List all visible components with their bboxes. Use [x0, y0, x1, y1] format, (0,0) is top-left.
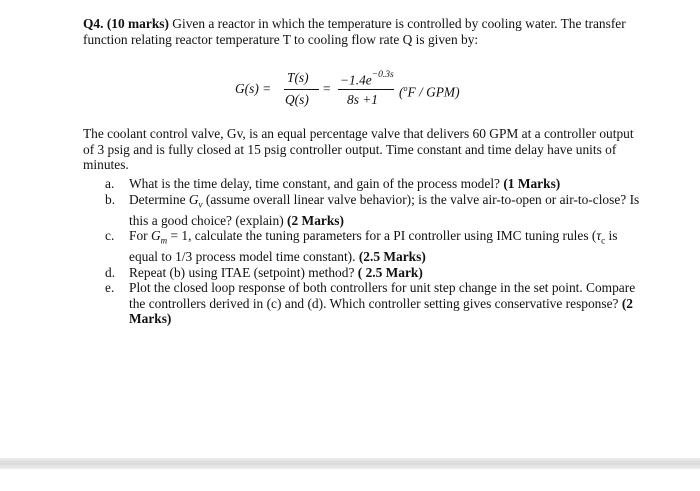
- eq-numerator-right: [340, 70, 394, 88]
- part-c-symbol-sub: m: [160, 235, 168, 246]
- eq-unit-degree: o: [403, 84, 408, 93]
- part-c-tau-sub: c: [601, 235, 606, 246]
- question-part-c: [105, 228, 645, 265]
- part-c-tau: τ: [596, 228, 602, 244]
- question-part-a: [105, 176, 645, 192]
- eq-equals: =: [323, 81, 331, 96]
- part-c-marks: (2.5 Marks): [358, 249, 426, 265]
- eq-fraction-bar-right: [338, 89, 394, 90]
- part-e-text: Plot the closed loop response of both controllers for unit step change in the set point. Compare the controllers derived in (c) and (d). Which controller setting gives conservative response?: [129, 280, 636, 311]
- eq-unit-open: (: [399, 84, 404, 100]
- eq-lhs: G(s) =: [235, 81, 272, 96]
- question-marks: (10 marks): [106, 16, 169, 31]
- eq-unit-rest: F / GPM): [407, 84, 460, 100]
- part-b-symbol-sub: v: [198, 199, 203, 210]
- eq-numerator-coefficient: −1.4e: [340, 72, 372, 88]
- part-a-label: a.: [105, 176, 115, 191]
- eq-fraction-bar-left: [284, 89, 319, 90]
- part-c-text-mid: = 1, calculate the tuning parameters for a PI controller using IMC tuning rules (: [167, 228, 597, 244]
- question-intro: [83, 16, 643, 47]
- part-e-marks: (2 Marks): [129, 295, 633, 327]
- question-part-d: [105, 265, 645, 281]
- question-part-b: [105, 192, 645, 229]
- intro-text: Given a reactor in which the temperature is controlled by cooling water. The transfer function relating reactor temperature T to cooling flow rate Q is given by:: [83, 16, 626, 47]
- eq-numerator-exponent: −0.3s: [371, 70, 394, 80]
- part-d-marks: ( 2.5 Mark): [357, 264, 423, 280]
- part-b-marks: (2 Marks): [287, 212, 344, 228]
- part-b-text-pre: Determine: [129, 191, 189, 207]
- eq-numerator-left: T(s): [287, 70, 309, 85]
- question-parts-list: [105, 176, 645, 327]
- eq-denominator-right: 8s +1: [347, 92, 378, 107]
- valve-description: The coolant control valve, Gv, is an equal percentage valve that delivers 60 GPM at a controller output of 3 psig and is fully closed at 15 psig controller output. Time constant and time delay have units of minutes.: [83, 126, 634, 172]
- part-c-text-post: is equal to 1/3 process model time constant).: [129, 228, 618, 265]
- part-a-text: What is the time delay, time constant, and gain of the process model?: [129, 176, 500, 191]
- part-c-label: c.: [105, 228, 115, 244]
- transfer-function-equation: [0, 64, 700, 116]
- question-number: Q4.: [83, 16, 104, 31]
- part-c-symbol: G: [150, 228, 161, 244]
- part-b-label: b.: [105, 191, 116, 207]
- eq-denominator-left: Q(s): [285, 92, 309, 107]
- eq-units: [399, 81, 460, 100]
- part-d-text: Repeat (b) using ITAE (setpoint) method?: [129, 264, 355, 280]
- part-b-text-post: (assume overall linear valve behavior); is the valve air-to-open or air-to-close? Is this a good choice? (explain): [129, 191, 640, 228]
- part-b-symbol: G: [188, 191, 199, 207]
- question-part-e: [105, 280, 645, 327]
- part-c-text-pre: For: [129, 228, 151, 244]
- bottom-divider-bar: [0, 458, 700, 469]
- part-a-marks: (1 Marks): [503, 176, 561, 191]
- part-d-label: d.: [105, 264, 116, 280]
- part-e-label: e.: [105, 280, 115, 296]
